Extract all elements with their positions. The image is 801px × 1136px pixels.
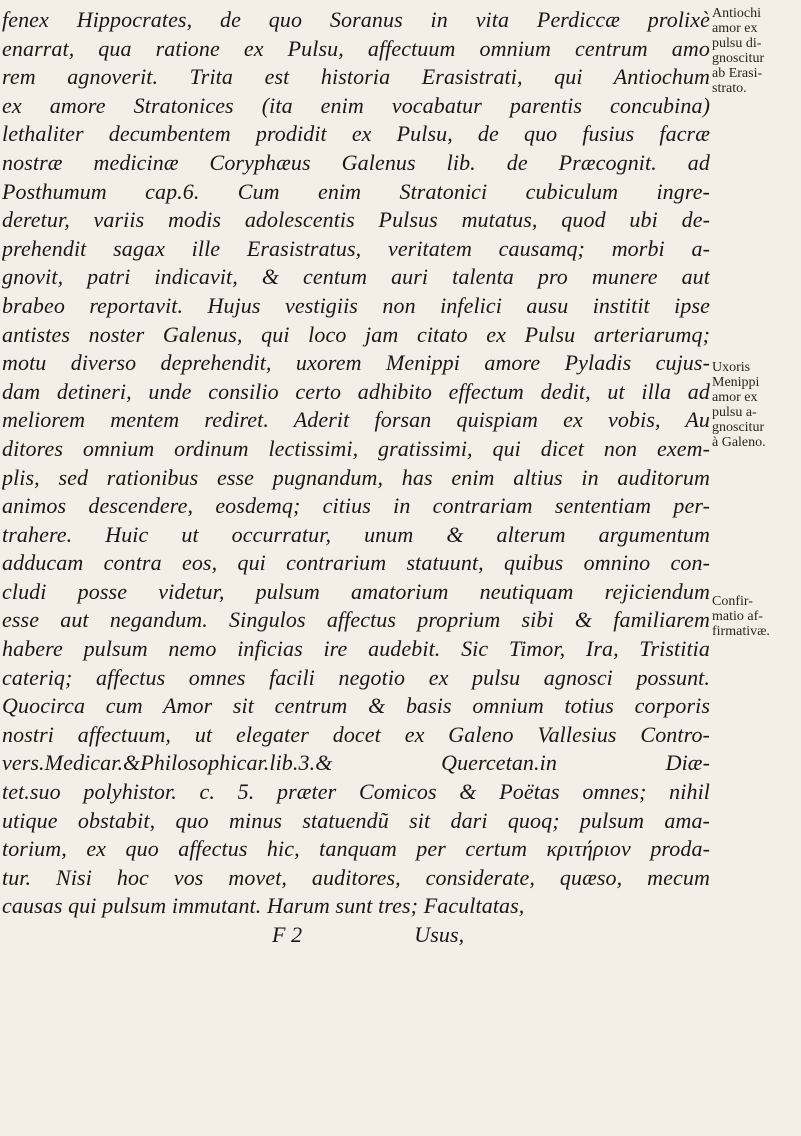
margin-note-line: pulsu di- (712, 36, 762, 51)
text-line: ditores omnium ordinum lectissimi, gratissimi, qui dicet non exem- (2, 435, 710, 461)
text-line: cludi posse videtur, pulsum amatorium neutiquam rejiciendum (2, 578, 710, 604)
margin-note-menippus (712, 360, 798, 450)
text-line: lethaliter decumbentem prodidit ex Pulsu, de quo fusius facræ (2, 121, 710, 147)
text-line: vers.Medicar.&Philosophicar.lib.3.& Quercetan.in Diæ- (2, 750, 710, 776)
text-line: deretur, variis modis adolescentis Pulsus mutatus, quod ubi de- (2, 207, 710, 233)
text-line: fenex Hippocrates, de quo Soranus in vita Perdiccæ prolixè (2, 7, 710, 32)
margin-note-line: amor ex (712, 21, 758, 36)
text-line: brabeo reportavit. Hujus vestigiis non infelici ausu institit ipse (2, 292, 710, 318)
text-line: rem agnoverit. Trita est historia Erasistrati, qui Antiochum (2, 64, 710, 90)
text-line: plis, sed rationibus esse pugnandum, has enim altius in auditorum (2, 464, 710, 490)
main-text-block (2, 6, 710, 950)
text-line: Posthumum cap.6. Cum enim Stratonici cubiculum ingre- (2, 178, 710, 204)
text-line: enarrat, qua ratione ex Pulsu, affectuum omnium centrum amo (2, 35, 710, 61)
text-line: esse aut negandum. Singulos affectus proprium sibi & familiarem (2, 607, 710, 633)
text-line: tur. Nisi hoc vos movet, auditores, considerate, quæso, mecum (2, 864, 710, 890)
text-line: meliorem mentem rediret. Aderit forsan quispiam ex vobis, Au (2, 407, 710, 433)
margin-note-line: strato. (712, 81, 747, 96)
text-line: habere pulsum nemo inficias ire audebit. Sic Timor, Ira, Tristitia (2, 636, 710, 662)
text-line: causas qui pulsum immutant. Harum sunt tres; Facultatas, (2, 893, 525, 919)
text-line: torium, ex quo affectus hic, tanquam per certum κριτήριον proda- (2, 836, 710, 862)
margin-note-line: pulsu a- (712, 405, 757, 420)
margin-note-confirmatio (712, 594, 798, 639)
margin-note-antiochus (712, 6, 798, 96)
margin-note-line: matio af- (712, 609, 763, 624)
text-line: motu diverso deprehendit, uxorem Menippi amore Pyladis cujus- (2, 350, 710, 376)
margin-note-line: firmativæ. (712, 624, 770, 639)
text-line: adducam contra eos, qui contrarium statuunt, quibus omnino con- (2, 550, 710, 576)
text-line: tet.suo polyhistor. c. 5. præter Comicos & Poëtas omnes; nihil (2, 779, 710, 805)
text-line: trahere. Huic ut occurratur, unum & alterum argumentum (2, 521, 710, 547)
margin-note-line: Uxoris (712, 360, 751, 375)
margin-note-line: gnoscitur (712, 420, 765, 435)
text-line: Quocirca cum Amor sit centrum & basis omnium totius corporis (2, 693, 710, 719)
text-line: nostræ medicinæ Coryphæus Galenus lib. de Præcognit. ad (2, 149, 710, 175)
text-line: antistes noster Galenus, qui loco jam citato ex Pulsu arteriarumq; (2, 321, 710, 347)
text-line: gnovit, patri indicavit, & centum auri talenta pro munere aut (2, 264, 710, 290)
text-line: nostri affectuum, ut elegater docet ex Galeno Vallesius Contro- (2, 721, 710, 747)
margin-note-line: Menippi (712, 375, 760, 390)
margin-note-line: ab Erasi- (712, 66, 763, 81)
text-line: dam detineri, unde consilio certo adhibito effectum dedit, ut illa ad (2, 378, 710, 404)
margin-note-line: à Galeno. (712, 435, 766, 450)
text-line: cateriq; affectus omnes facili negotio ex pulsu agnosci possunt. (2, 664, 710, 690)
margin-note-line: gnoscitur (712, 51, 765, 66)
margin-note-line: amor ex (712, 390, 758, 405)
text-line: utique obstabit, quo minus statuendũ sit dari quoq; pulsum ama- (2, 807, 710, 833)
text-line: prehendit sagax ille Erasistratus, veritatem causamq; morbi a- (2, 235, 710, 261)
signature-catchword-line: F 2 Usus, (272, 922, 465, 947)
text-line: animos descendere, eosdemq; citius in contrariam sententiam per- (2, 493, 710, 519)
margin-note-line: Confir- (712, 594, 753, 609)
margin-note-line: Antiochi (712, 6, 761, 21)
text-line: ex amore Stratonices (ita enim vocabatur parentis concubina) (2, 92, 710, 118)
